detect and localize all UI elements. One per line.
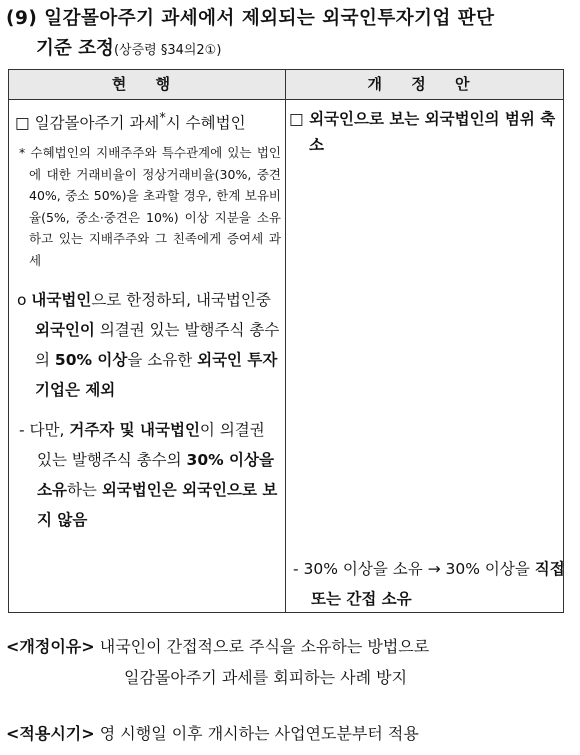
circle-p3: 외국인이 <box>35 321 95 340</box>
dash-p1: 다만, <box>29 421 70 440</box>
dash-p2: 거주자 및 내국법인 <box>69 421 200 440</box>
amendment-reason <box>6 631 576 693</box>
table-header <box>9 70 563 100</box>
section-title <box>6 4 574 66</box>
current-circle-point <box>15 285 281 405</box>
dash-bullet: - <box>293 560 299 578</box>
current-column <box>15 106 281 535</box>
footnote-text: 수혜법인의 지배주주와 특수관계에 있는 법인에 대한 거래비율이 정상거래비율(30%, 중견 40%, 중소 50%)을 초과할 경우, 한계 보유비율(5%, 중소·중견은 10%) 이상 지분을 소유하고 있는 지배주주와 그 친족에게 증여세 과세 <box>29 145 281 268</box>
amended-dash-point <box>289 554 580 614</box>
circle-p5: 50% 이상 <box>54 351 128 370</box>
current-dash-point <box>15 415 281 535</box>
reason-text-2: 일감몰아주기 과세를 회피하는 사례 방지 <box>124 668 408 687</box>
circle-p6: 을 소유한 <box>127 351 198 370</box>
column-divider <box>285 70 286 612</box>
circle-p1: 내국법인 <box>31 291 92 310</box>
checkbox-square-icon: □ <box>15 114 30 133</box>
dash-p4: 30% 이상을 소유 <box>37 451 274 500</box>
header-amended: 개 정 안 <box>367 75 482 93</box>
footnote-mark: * <box>159 111 166 126</box>
amended-dash-p2: 직접 또는 간접 소유 <box>311 560 565 608</box>
title-line-2-text: 기준 조정 <box>36 38 114 59</box>
apply-text: 영 시행일 이후 개시하는 사업연도분부터 적용 <box>99 724 419 743</box>
reason-line-1 <box>6 631 576 662</box>
comparison-table <box>8 69 564 613</box>
amended-dash-p1: 30% 이상을 소유 → 30% 이상을 <box>303 560 535 578</box>
dash-p6: 외국법인은 외국인으로 보지 않음 <box>37 481 278 530</box>
law-reference: (상증령 §34의2①) <box>113 43 222 58</box>
apply-label: <적용시기> <box>6 724 95 743</box>
title-line-1: (9) 일감몰아주기 과세에서 제외되는 외국인투자기업 판단 <box>6 8 495 29</box>
dash-bullet: - <box>19 421 25 440</box>
amended-item <box>289 106 559 158</box>
dash-p5: 하는 <box>66 481 102 500</box>
effective-date <box>6 720 576 748</box>
circle-p4: 의결권 있는 발행주식 총수의 <box>35 321 280 370</box>
reason-label: <개정이유> <box>6 637 95 656</box>
header-current: 현 행 <box>111 75 183 93</box>
current-item-text: 일감몰아주기 과세 <box>34 114 160 133</box>
circle-p7: 외국인 투자기업은 제외 <box>35 351 278 400</box>
current-item <box>15 106 281 136</box>
reason-text-1: 내국인이 간접적으로 주식을 소유하는 방법으로 <box>99 637 430 656</box>
title-line-2 <box>6 34 574 66</box>
current-item-text-2: 시 수혜법인 <box>165 114 246 133</box>
amended-item-text: 외국인으로 보는 외국법인의 범위 축소 <box>309 110 556 154</box>
footnote-asterisk: * <box>19 145 26 161</box>
footnote <box>15 142 281 271</box>
dash-p3: 이 의결권 있는 발행주식 총수의 <box>37 421 265 470</box>
checkbox-square-icon: □ <box>289 110 304 128</box>
amended-column <box>289 106 565 608</box>
circle-p2: 으로 한정하되, 내국법인중 <box>91 291 271 310</box>
circle-bullet-icon: o <box>17 291 27 310</box>
